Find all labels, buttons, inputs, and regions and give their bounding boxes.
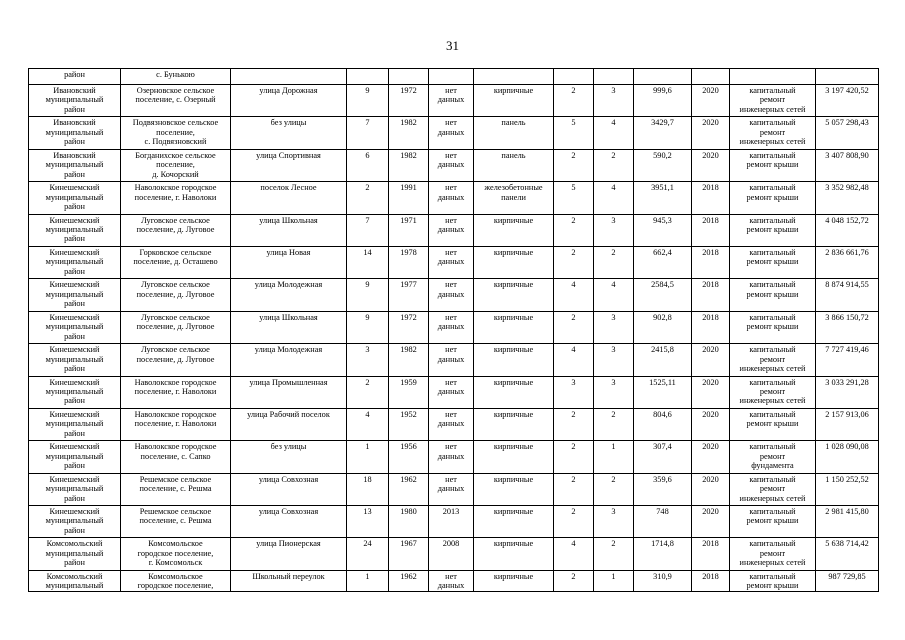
cell-settlement: Подвязновское сельское поселение, с. Подвязновский (121, 117, 231, 149)
cell-cost: 2 981 415,80 (816, 506, 879, 538)
cell-floors: 2 (554, 246, 594, 278)
cell-cost: 1 150 252,52 (816, 473, 879, 505)
cell-house-number: 13 (347, 506, 389, 538)
cell-wall-material: кирпичные (474, 408, 554, 440)
cell-street: поселок Лесное (231, 182, 347, 214)
cell-work-type (730, 69, 816, 85)
cell-house-number (347, 69, 389, 85)
table-row (29, 149, 879, 181)
cell-wall-material (474, 69, 554, 85)
cell-wall-material: кирпичные (474, 473, 554, 505)
cell-entrances: 3 (594, 85, 634, 117)
cell-area: 1525,11 (634, 376, 692, 408)
cell-district: Кинешемский муниципальный район (29, 279, 121, 311)
table-row (29, 311, 879, 343)
cell-cost: 4 048 152,72 (816, 214, 879, 246)
cell-floors: 2 (554, 473, 594, 505)
cell-area: 662,4 (634, 246, 692, 278)
cell-area: 902,8 (634, 311, 692, 343)
cell-repair-year: нет данных (429, 85, 474, 117)
cell-area: 307,4 (634, 441, 692, 473)
cell-house-number: 9 (347, 279, 389, 311)
cell-repair-year: нет данных (429, 117, 474, 149)
cell-house-number: 7 (347, 117, 389, 149)
cell-repair-year (429, 69, 474, 85)
cell-area: 1714,8 (634, 538, 692, 570)
cell-cost: 2 157 913,06 (816, 408, 879, 440)
cell-settlement: Горковское сельское поселение, д. Осташево (121, 246, 231, 278)
cell-work-type: капитальный ремонт крыши (730, 506, 816, 538)
table-row (29, 376, 879, 408)
cell-build-year: 1982 (389, 344, 429, 376)
cell-repair-year: нет данных (429, 570, 474, 591)
cell-house-number: 1 (347, 570, 389, 591)
cell-district: Ивановский муниципальный район (29, 149, 121, 181)
cell-street: улица Совхозная (231, 473, 347, 505)
cell-plan-year: 2018 (692, 246, 730, 278)
cell-repair-year: нет данных (429, 279, 474, 311)
cell-floors: 2 (554, 214, 594, 246)
table-row (29, 570, 879, 591)
cell-house-number: 3 (347, 344, 389, 376)
cell-entrances: 3 (594, 214, 634, 246)
cell-floors: 3 (554, 376, 594, 408)
cell-settlement: Комсомольское городское поселение, г. Комсомольск (121, 538, 231, 570)
cell-floors: 2 (554, 408, 594, 440)
cell-floors: 2 (554, 149, 594, 181)
cell-work-type: капитальный ремонт фундамента (730, 441, 816, 473)
cell-entrances: 4 (594, 117, 634, 149)
cell-floors: 4 (554, 538, 594, 570)
cell-entrances: 4 (594, 279, 634, 311)
cell-area (634, 69, 692, 85)
cell-wall-material: кирпичные (474, 344, 554, 376)
cell-work-type: капитальный ремонт инженерных сетей (730, 85, 816, 117)
cell-district: Кинешемский муниципальный район (29, 506, 121, 538)
cell-district: Ивановский муниципальный район (29, 85, 121, 117)
cell-repair-year: нет данных (429, 441, 474, 473)
cell-settlement: Наволокское городское поселение, г. Наволоки (121, 376, 231, 408)
cell-entrances: 3 (594, 506, 634, 538)
cell-repair-year: нет данных (429, 182, 474, 214)
cell-work-type: капитальный ремонт крыши (730, 570, 816, 591)
cell-plan-year: 2018 (692, 214, 730, 246)
cell-wall-material: кирпичные (474, 85, 554, 117)
table-row (29, 279, 879, 311)
cell-settlement: Наволокское городское поселение, с. Сапко (121, 441, 231, 473)
cell-repair-year: нет данных (429, 376, 474, 408)
cell-work-type: капитальный ремонт крыши (730, 149, 816, 181)
cell-plan-year (692, 69, 730, 85)
table-row (29, 117, 879, 149)
cell-work-type: капитальный ремонт крыши (730, 214, 816, 246)
cell-work-type: капитальный ремонт крыши (730, 408, 816, 440)
cell-work-type: капитальный ремонт инженерных сетей (730, 344, 816, 376)
cell-settlement: Решемское сельское поселение, с. Решма (121, 506, 231, 538)
cell-street: улица Молодежная (231, 279, 347, 311)
table-row (29, 538, 879, 570)
cell-repair-year: нет данных (429, 408, 474, 440)
cell-district: Ивановский муниципальный район (29, 117, 121, 149)
cell-house-number: 24 (347, 538, 389, 570)
cell-settlement: Луговское сельское поселение, д. Луговое (121, 344, 231, 376)
cell-work-type: капитальный ремонт крыши (730, 311, 816, 343)
cell-house-number: 2 (347, 182, 389, 214)
cell-district: Комсомольский муниципальный (29, 570, 121, 591)
cell-area: 3429,7 (634, 117, 692, 149)
cell-cost: 7 727 419,46 (816, 344, 879, 376)
cell-wall-material: кирпичные (474, 570, 554, 591)
table-row (29, 473, 879, 505)
cell-work-type: капитальный ремонт крыши (730, 246, 816, 278)
cell-area: 310,9 (634, 570, 692, 591)
cell-plan-year: 2020 (692, 506, 730, 538)
cell-repair-year: нет данных (429, 214, 474, 246)
cell-street: улица Пионерская (231, 538, 347, 570)
cell-floors: 2 (554, 85, 594, 117)
cell-street: без улицы (231, 117, 347, 149)
cell-district: Кинешемский муниципальный район (29, 311, 121, 343)
cell-area: 2584,5 (634, 279, 692, 311)
cell-floors: 2 (554, 506, 594, 538)
table-row (29, 246, 879, 278)
table-row (29, 408, 879, 440)
cell-wall-material: железобетонные панели (474, 182, 554, 214)
cell-cost: 3 866 150,72 (816, 311, 879, 343)
cell-plan-year: 2020 (692, 376, 730, 408)
cell-work-type: капитальный ремонт инженерных сетей (730, 473, 816, 505)
cell-wall-material: панель (474, 149, 554, 181)
cell-house-number: 7 (347, 214, 389, 246)
cell-district: Кинешемский муниципальный район (29, 182, 121, 214)
cell-street: улица Новая (231, 246, 347, 278)
cell-house-number: 6 (347, 149, 389, 181)
cell-house-number: 9 (347, 85, 389, 117)
table-row (29, 441, 879, 473)
cell-floors: 2 (554, 570, 594, 591)
cell-build-year: 1982 (389, 149, 429, 181)
cell-cost: 5 057 298,43 (816, 117, 879, 149)
cell-floors: 2 (554, 311, 594, 343)
cell-repair-year: нет данных (429, 149, 474, 181)
cell-wall-material: кирпичные (474, 441, 554, 473)
cell-settlement: Луговское сельское поселение, д. Луговое (121, 214, 231, 246)
cell-house-number: 4 (347, 408, 389, 440)
cell-entrances: 3 (594, 344, 634, 376)
cell-settlement: с. Бунькою (121, 69, 231, 85)
cell-build-year: 1991 (389, 182, 429, 214)
cell-area: 590,2 (634, 149, 692, 181)
cell-build-year: 1972 (389, 311, 429, 343)
cell-work-type: капитальный ремонт инженерных сетей (730, 538, 816, 570)
cell-work-type: капитальный ремонт инженерных сетей (730, 117, 816, 149)
cell-plan-year: 2020 (692, 85, 730, 117)
cell-plan-year: 2018 (692, 311, 730, 343)
cell-area: 2415,8 (634, 344, 692, 376)
cell-plan-year: 2020 (692, 441, 730, 473)
table-row (29, 344, 879, 376)
cell-street: улица Спортивная (231, 149, 347, 181)
cell-district: Кинешемский муниципальный район (29, 408, 121, 440)
cell-entrances: 2 (594, 246, 634, 278)
cell-floors: 2 (554, 441, 594, 473)
cell-area: 3951,1 (634, 182, 692, 214)
cell-district: Кинешемский муниципальный район (29, 214, 121, 246)
cell-build-year: 1962 (389, 473, 429, 505)
cell-build-year: 1980 (389, 506, 429, 538)
cell-build-year: 1978 (389, 246, 429, 278)
cell-build-year: 1952 (389, 408, 429, 440)
cell-area: 359,6 (634, 473, 692, 505)
cell-district: Кинешемский муниципальный район (29, 376, 121, 408)
cell-build-year: 1962 (389, 570, 429, 591)
cell-house-number: 2 (347, 376, 389, 408)
cell-plan-year: 2018 (692, 279, 730, 311)
table-row (29, 85, 879, 117)
cell-plan-year: 2020 (692, 149, 730, 181)
cell-house-number: 9 (347, 311, 389, 343)
cell-wall-material: кирпичные (474, 538, 554, 570)
cell-plan-year: 2020 (692, 117, 730, 149)
cell-house-number: 1 (347, 441, 389, 473)
cell-entrances (594, 69, 634, 85)
cell-district: Кинешемский муниципальный район (29, 473, 121, 505)
cell-floors: 5 (554, 182, 594, 214)
cell-entrances: 1 (594, 441, 634, 473)
cell-settlement: Комсомольское городское поселение, (121, 570, 231, 591)
cell-plan-year: 2018 (692, 182, 730, 214)
cell-street: улица Школьная (231, 311, 347, 343)
cell-wall-material: кирпичные (474, 279, 554, 311)
cell-plan-year: 2018 (692, 538, 730, 570)
cell-street: улица Рабочий поселок (231, 408, 347, 440)
cell-district: Кинешемский муниципальный район (29, 344, 121, 376)
cell-build-year: 1982 (389, 117, 429, 149)
cell-street: улица Промышленная (231, 376, 347, 408)
cell-plan-year: 2020 (692, 344, 730, 376)
cell-settlement: Наволокское городское поселение, г. Наволоки (121, 408, 231, 440)
cell-floors: 4 (554, 279, 594, 311)
cell-plan-year: 2018 (692, 570, 730, 591)
cell-cost: 8 874 914,55 (816, 279, 879, 311)
cell-cost (816, 69, 879, 85)
table-body (29, 69, 879, 592)
cell-area: 804,6 (634, 408, 692, 440)
cell-settlement: Луговское сельское поселение, д. Луговое (121, 279, 231, 311)
cell-repair-year: 2013 (429, 506, 474, 538)
cell-settlement: Богданихское сельское поселение, д. Кочорский (121, 149, 231, 181)
cell-cost: 3 407 808,90 (816, 149, 879, 181)
cell-wall-material: панель (474, 117, 554, 149)
cell-build-year: 1956 (389, 441, 429, 473)
cell-cost: 3 352 982,48 (816, 182, 879, 214)
cell-entrances: 2 (594, 149, 634, 181)
cell-repair-year: нет данных (429, 246, 474, 278)
cell-house-number: 18 (347, 473, 389, 505)
cell-work-type: капитальный ремонт крыши (730, 182, 816, 214)
cell-entrances: 2 (594, 538, 634, 570)
cell-wall-material: кирпичные (474, 214, 554, 246)
cell-plan-year: 2020 (692, 408, 730, 440)
cell-repair-year: нет данных (429, 311, 474, 343)
cell-cost: 5 638 714,42 (816, 538, 879, 570)
cell-cost: 3 033 291,28 (816, 376, 879, 408)
cell-build-year: 1972 (389, 85, 429, 117)
housing-repair-table (28, 68, 879, 592)
cell-street: Школьный переулок (231, 570, 347, 591)
table-row (29, 214, 879, 246)
cell-street: улица Молодежная (231, 344, 347, 376)
cell-street: без улицы (231, 441, 347, 473)
cell-entrances: 3 (594, 311, 634, 343)
cell-repair-year: 2008 (429, 538, 474, 570)
cell-street: улица Совхозная (231, 506, 347, 538)
cell-settlement: Луговское сельское поселение, д. Луговое (121, 311, 231, 343)
cell-work-type: капитальный ремонт инженерных сетей (730, 376, 816, 408)
table-row (29, 182, 879, 214)
cell-street: улица Дорожная (231, 85, 347, 117)
cell-build-year (389, 69, 429, 85)
cell-floors: 5 (554, 117, 594, 149)
cell-district: Комсомольский муниципальный район (29, 538, 121, 570)
cell-area: 945,3 (634, 214, 692, 246)
cell-entrances: 2 (594, 408, 634, 440)
cell-wall-material: кирпичные (474, 311, 554, 343)
cell-district: Кинешемский муниципальный район (29, 246, 121, 278)
table-row (29, 506, 879, 538)
cell-work-type: капитальный ремонт крыши (730, 279, 816, 311)
cell-area: 748 (634, 506, 692, 538)
cell-entrances: 2 (594, 473, 634, 505)
cell-wall-material: кирпичные (474, 246, 554, 278)
cell-house-number: 14 (347, 246, 389, 278)
cell-build-year: 1977 (389, 279, 429, 311)
cell-cost: 3 197 420,52 (816, 85, 879, 117)
cell-plan-year: 2020 (692, 473, 730, 505)
cell-wall-material: кирпичные (474, 506, 554, 538)
cell-cost: 1 028 090,08 (816, 441, 879, 473)
cell-repair-year: нет данных (429, 473, 474, 505)
cell-build-year: 1959 (389, 376, 429, 408)
cell-settlement: Озерновское сельское поселение, с. Озерный (121, 85, 231, 117)
cell-floors: 4 (554, 344, 594, 376)
cell-district: Кинешемский муниципальный район (29, 441, 121, 473)
cell-entrances: 4 (594, 182, 634, 214)
cell-settlement: Решемское сельское поселение, с. Решма (121, 473, 231, 505)
cell-district: район (29, 69, 121, 85)
cell-entrances: 3 (594, 376, 634, 408)
cell-settlement: Наволокское городское поселение, г. Наволоки (121, 182, 231, 214)
cell-floors (554, 69, 594, 85)
cell-build-year: 1967 (389, 538, 429, 570)
cell-street: улица Школьная (231, 214, 347, 246)
cell-cost: 987 729,85 (816, 570, 879, 591)
cell-area: 999,6 (634, 85, 692, 117)
cell-cost: 2 836 661,76 (816, 246, 879, 278)
cell-street (231, 69, 347, 85)
cell-build-year: 1971 (389, 214, 429, 246)
table-row (29, 69, 879, 85)
page-number: 31 (446, 38, 459, 53)
cell-repair-year: нет данных (429, 344, 474, 376)
cell-wall-material: кирпичные (474, 376, 554, 408)
cell-entrances: 1 (594, 570, 634, 591)
